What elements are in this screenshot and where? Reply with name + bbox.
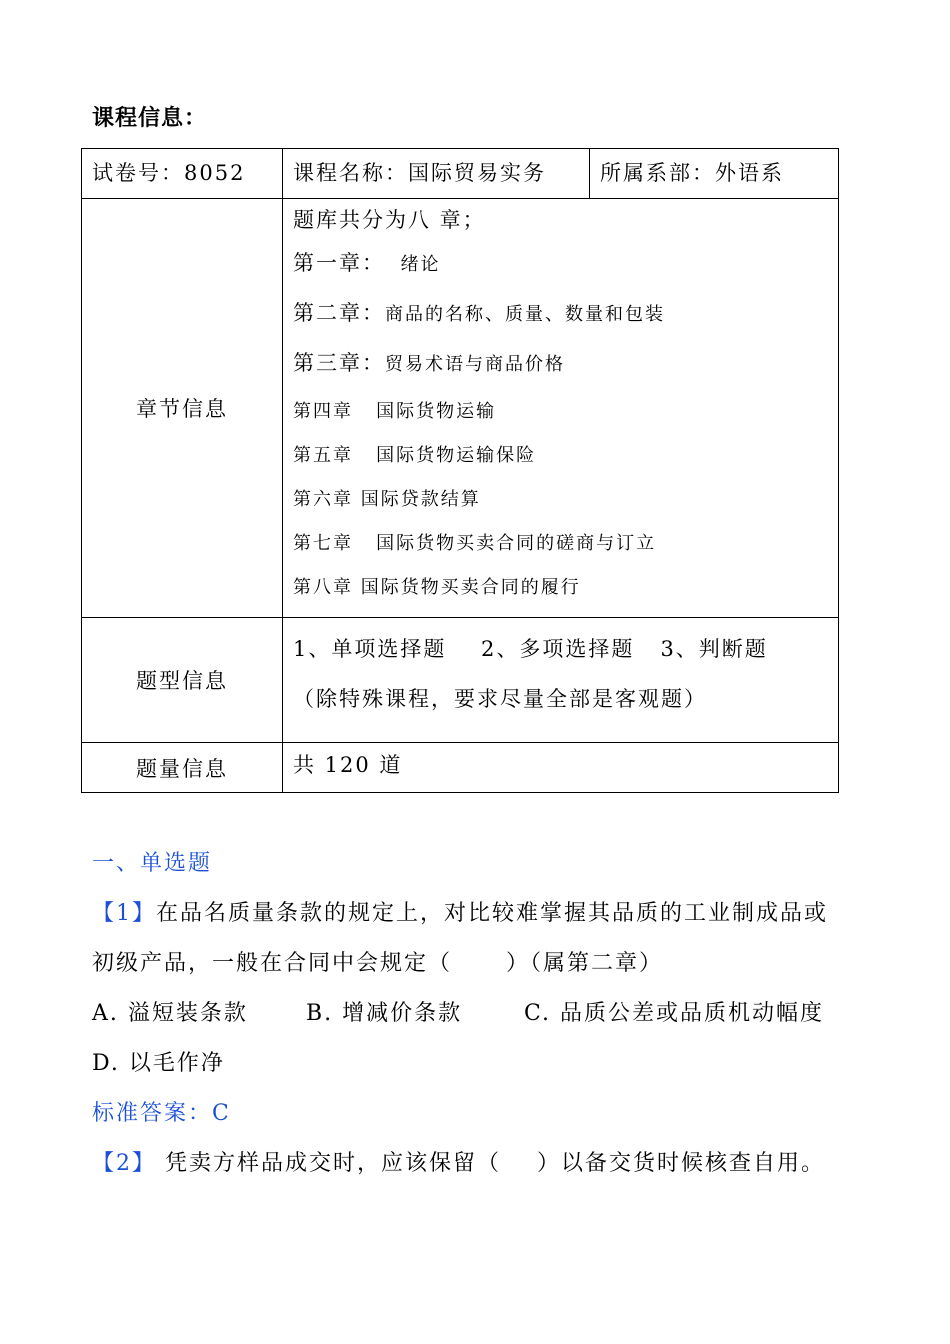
chapter-content-cell bbox=[283, 199, 839, 618]
chapter-item bbox=[293, 347, 838, 397]
question-text: 凭卖方样品成交时，应该保留（ ）以备交货时候核查自用。 bbox=[156, 1151, 825, 1176]
question-1-line-1 bbox=[92, 896, 828, 927]
table-header-row bbox=[82, 149, 839, 199]
chapter-item: 第六章 国际贷款结算 bbox=[293, 489, 481, 510]
type-label-cell bbox=[82, 618, 283, 743]
chapter-label: 章节信息 bbox=[136, 397, 228, 421]
question-2-line-1 bbox=[92, 1146, 825, 1177]
chapter-item bbox=[293, 247, 838, 297]
paper-number: 试卷号：8052 bbox=[92, 161, 246, 185]
count-value: 共 120 道 bbox=[293, 753, 403, 777]
standard-answer: 标准答案：C bbox=[92, 1101, 231, 1126]
type-note: （除特殊课程，要求尽量全部是客观题） bbox=[293, 687, 707, 711]
chapter-title: 商品的名称、质量、数量和包装 bbox=[385, 304, 665, 325]
chapter-lead: 第一章： bbox=[293, 251, 385, 275]
question-text: 在品名质量条款的规定上，对比较难掌握其品质的工业制成品或 bbox=[156, 901, 829, 926]
chapter-row bbox=[82, 199, 839, 618]
chapter-item: 第七章 国际货物买卖合同的磋商与订立 bbox=[293, 533, 657, 554]
chapter-item: 第五章 国际货物运输保险 bbox=[293, 445, 537, 466]
question-1-line-2: 初级产品，一般在合同中会规定（ ）（属第二章） bbox=[92, 951, 663, 976]
option-c: C. 品质公差或品质机动幅度 bbox=[524, 1001, 825, 1026]
question-count-row bbox=[82, 743, 839, 793]
chapter-title: 绪论 bbox=[385, 254, 441, 275]
department: 所属系部：外语系 bbox=[600, 161, 784, 185]
chapter-lead: 第三章： bbox=[293, 351, 385, 375]
type-content-cell bbox=[283, 618, 839, 743]
count-label-cell bbox=[82, 743, 283, 793]
question-type-row bbox=[82, 618, 839, 743]
course-info-table bbox=[81, 148, 839, 793]
question-number: 【1】 bbox=[92, 901, 156, 926]
chapter-lead: 第二章： bbox=[293, 301, 385, 325]
course-name: 课程名称：国际贸易实务 bbox=[293, 161, 546, 185]
department-cell bbox=[590, 149, 839, 199]
chapter-item bbox=[293, 297, 838, 347]
question-1-options bbox=[92, 996, 824, 1027]
chapter-item: 第八章 国际货物买卖合同的履行 bbox=[293, 577, 581, 598]
page-heading: 课程信息： bbox=[92, 106, 208, 131]
count-label: 题量信息 bbox=[136, 756, 228, 781]
count-content-cell bbox=[283, 743, 839, 793]
paper-number-cell bbox=[82, 149, 283, 199]
course-name-cell bbox=[283, 149, 590, 199]
chapter-title: 贸易术语与商品价格 bbox=[385, 354, 565, 375]
option-a: A. 溢短装条款 bbox=[92, 1001, 248, 1026]
chapter-intro: 题库共分为八 章； bbox=[293, 208, 486, 232]
option-d: D. 以毛作净 bbox=[92, 1051, 225, 1076]
chapter-item: 第四章 国际货物运输 bbox=[293, 401, 497, 422]
option-b: B. 增减价条款 bbox=[306, 1001, 463, 1026]
question-number: 【2】 bbox=[92, 1151, 156, 1176]
section-title: 一、单选题 bbox=[92, 851, 213, 876]
type-list: 1、单项选择题 2、多项选择题 3、判断题 bbox=[293, 637, 768, 661]
chapter-label-cell bbox=[82, 199, 283, 618]
type-label: 题型信息 bbox=[136, 669, 228, 693]
